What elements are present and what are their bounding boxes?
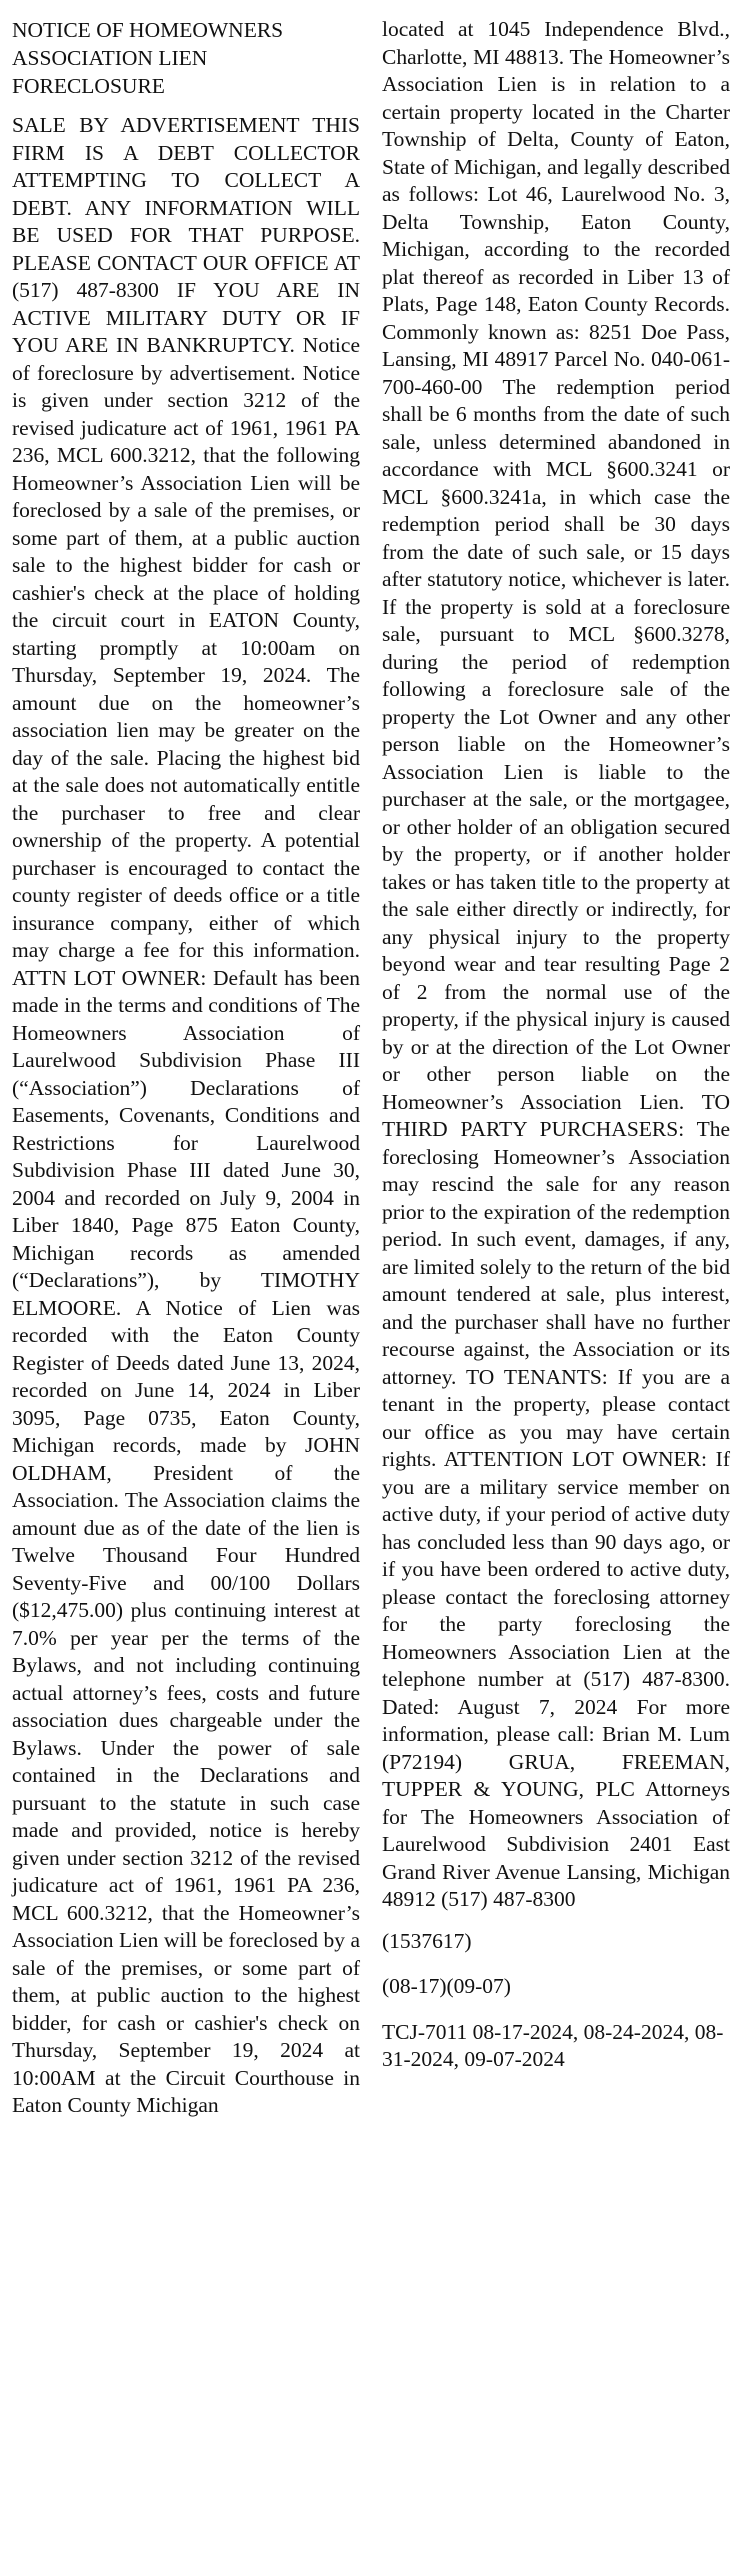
notice-footer <box>382 1928 730 2074</box>
notice-title <box>12 16 360 100</box>
run-dates: (08-17)(09-07) <box>382 1974 511 1998</box>
ad-number: (1537617) <box>382 1928 472 1953</box>
notice-column-left <box>12 16 360 2550</box>
notice-title-line-3: FORECLOSURE <box>12 74 165 98</box>
notice-columns <box>12 16 730 2550</box>
notice-title-line-2: ASSOCIATION LIEN <box>12 46 208 70</box>
notice-title-line-1: NOTICE OF HOMEOWNERS <box>12 18 284 42</box>
publication-line: TCJ-7011 08-17-2024, 08-24-2024, 08-31-2024, 09-07-2024 <box>382 2019 724 2071</box>
notice-column-right <box>382 16 730 2550</box>
notice-body-part-1: SALE BY ADVERTISEMENT THIS FIRM IS A DEBT COLLECTOR ATTEMPTING TO COLLECT A DEBT. ANY INFORMATION WILL BE USED FOR THAT PURPOSE. PLEASE CONTACT OUR OFFICE AT (517) 487-8300 IF YOU ARE IN ACTIVE MILITARY DUTY OR IF YOU ARE IN BANKRUPTCY. Notice of foreclosure by advertisement. Notice is given under section 3212 of the revised judicature act of 1961, 1961 PA 236, MCL 600.3212, that the following Homeowner’s Association Lien will be foreclosed by a sale of the premises, or some part of them, at a public auction sale to the highest bidder for cash or cashier's check at the place of holding the circuit court in EATON County, starting promptly at 10:00am on Thursday, September 19, 2024. The amount due on the homeowner’s association lien may be greater on the day of the sale. Placing the highest bid at the sale does not automatically entitle the purchaser to free and clear ownership of the property. A potential purchaser is encouraged to contact the county register of deeds office or a title insurance company, either of which may charge a fee for this information. ATTN LOT OWNER: Default has been made in the terms and conditions of The Homeowners Association of Laurelwood Subdivision Phase III (“Association”) Declarations of Easements, Covenants, Conditions and Restrictions for Laurelwood Subdivision Phase III dated June 30, 2004 and recorded on July 9, 2004 in Liber 1840, Page 875 Eaton County, Michigan records as amended (“Declarations”), by TIMOTHY ELMOORE. A Notice of Lien was recorded with the Eaton County Register of Deeds dated June 13, 2024, recorded on June 14, 2024 in Liber 3095, Page 0735, Eaton County, Michigan records, made by JOHN OLDHAM, President of the Association. The Association claims the amount due as of the date of the lien is Twelve Thousand Four Hundred Seventy-Five and 00/100 Dollars ($12,475.00) plus continuing interest at 7.0% per year per the terms of the Bylaws, and not including continuing actual attorney’s fees, costs and future association dues chargeable under the Bylaws. Under the power of sale contained in the Declarations and pursuant to the statute in such case made and provided, notice is hereby given under section 3212 of the revised judicature act of 1961, 1961 PA 236, MCL 600.3212, that the Homeowner’s Association Lien will be foreclosed by a sale of the premises, or some part of them, at public auction to the highest bidder, for cash or cashier's check on Thursday, September 19, 2024 at 10:00AM at the Circuit Courthouse in Eaton County Michigan <box>12 113 360 2117</box>
notice-body-part-2: located at 1045 Independence Blvd., Charlotte, MI 48813. The Homeowner’s Association Lien is in relation to a certain property located in the Charter Township of Delta, County of Eaton, State of Michigan, and legally described as follows: Lot 46, Laurelwood No. 3, Delta Township, Eaton County, Michigan, according to the recorded plat thereof as recorded in Liber 13 of Plats, Page 148, Eaton County Records. Commonly known as: 8251 Doe Pass, Lansing, MI 48917 Parcel No. 040-061-700-460-00 The redemption period shall be 6 months from the date of such sale, unless determined abandoned in accordance with MCL §600.3241 or MCL §600.3241a, in which case the redemption period shall be 30 days from the date of such sale, or 15 days after statutory notice, whichever is later. If the property is sold at a foreclosure sale, pursuant to MCL §600.3278, during the period of redemption following a foreclosure sale of the property the Lot Owner and any other person liable on the Homeowner’s Association Lien is liable to the purchaser at the sale, or the mortgagee, or other holder of an obligation secured by the property, or if another holder takes or has taken title to the property at the sale either directly or indirectly, for any physical injury to the property beyond wear and tear resulting Page 2 of 2 from the normal use of the property, if the physical injury is caused by or at the direction of the Lot Owner or other person liable on the Homeowner’s Association Lien. TO THIRD PARTY PURCHASERS: The foreclosing Homeowner’s Association may rescind the sale for any reason prior to the expiration of the redemption period. In such event, damages, if any, are limited solely to the return of the bid amount tendered at sale, plus interest, and the purchaser shall have no further recourse against, the Association or its attorney. TO TENANTS: If you are a tenant in the property, please contact our office as you may have certain rights. ATTENTION LOT OWNER: If you are a military service member on active duty, if your period of active duty has concluded less than 90 days ago, or if you have been ordered to active duty, please contact the foreclosing attorney for the party foreclosing the Homeowners Association Lien at the telephone number at (517) 487-8300. Dated: August 7, 2024 For more information, please call: Brian M. Lum (P72194) GRUA, FREEMAN, TUPPER & YOUNG, PLC Attorneys for The Homeowners Association of Laurelwood Subdivision 2401 East Grand River Avenue Lansing, Michigan 48912 (517) 487-8300 <box>382 17 730 1911</box>
